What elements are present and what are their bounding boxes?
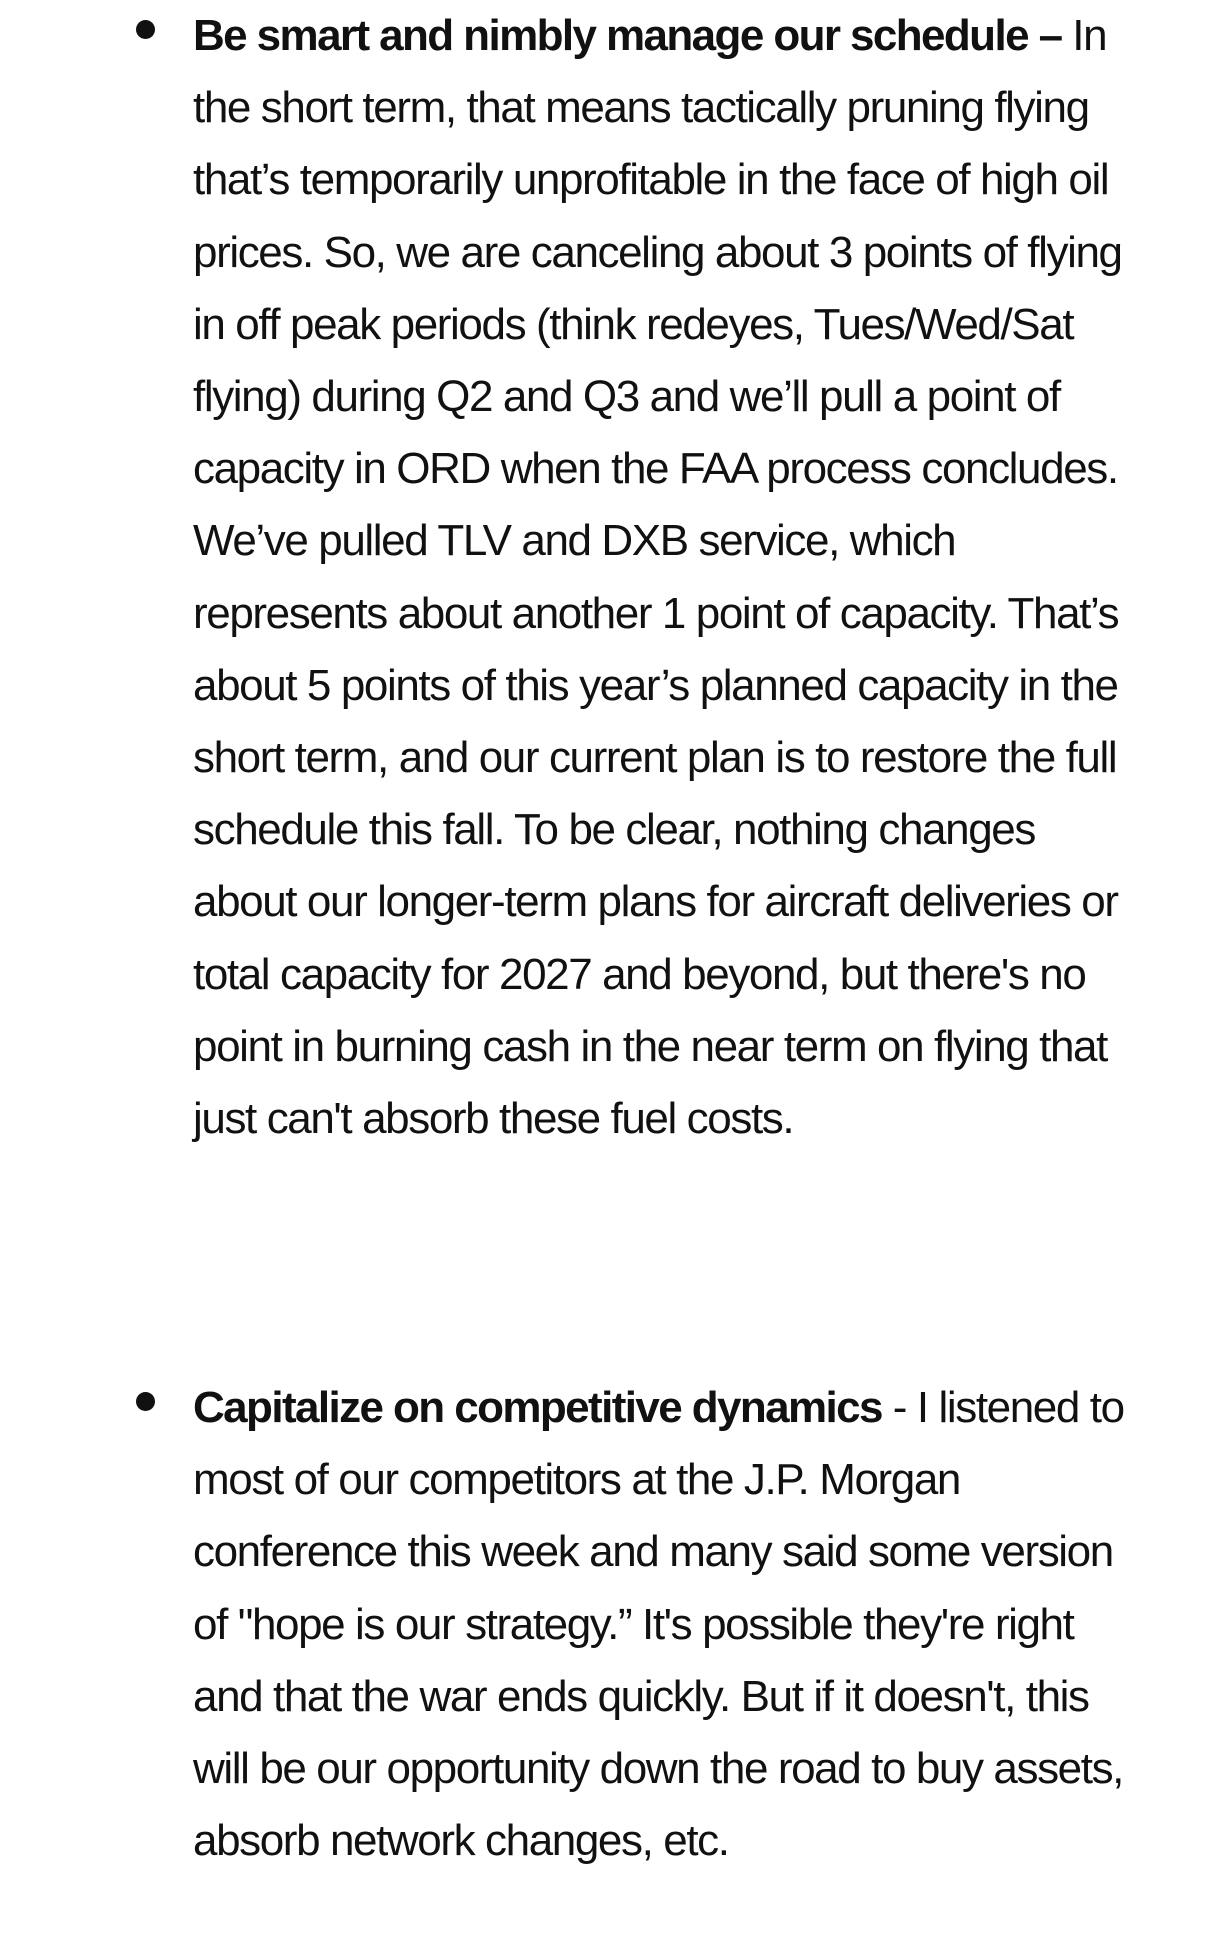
bullet-icon xyxy=(136,20,155,39)
bullet-paragraph xyxy=(193,0,1133,1155)
bullet-title: Capitalize on competitive dynamics xyxy=(193,1383,882,1432)
bullet-separator: - xyxy=(881,1383,906,1432)
bullet-title: Be smart and nimbly manage our schedule – xyxy=(193,11,1062,60)
bullet-body: In the short term, that means tactically pruning flying that’s temporarily unprofitable in the face of high oil prices. So, we are canceling about 3 points of flying in off peak periods (think redeyes, Tues/Wed/Sat flying) during Q2 and Q3 and we’ll pull a point of capacity in ORD when the FAA process concludes. We’ve pulled TLV and DXB service, which represents about another 1 point of capacity. That’s about 5 points of this year’s planned capacity in the short term, and our current plan is to restore the full schedule this fall. To be clear, nothing changes about our longer-term plans for aircraft deliveries or total capacity for 2027 and beyond, but there's no point in burning cash in the near term on flying that just can't absorb these fuel costs. xyxy=(193,11,1122,1144)
bullet-paragraph xyxy=(193,1372,1133,1877)
bullet-body: I listened to most of our competitors at the J.P. Morgan conference this week and many said some version of "hope is our strategy.” It's possible they're right and that the war ends quickly. But if it doesn't, this will be our opportunity down the road to buy assets, absorb network changes, etc. xyxy=(193,1383,1124,1866)
bullet-icon xyxy=(136,1392,155,1411)
